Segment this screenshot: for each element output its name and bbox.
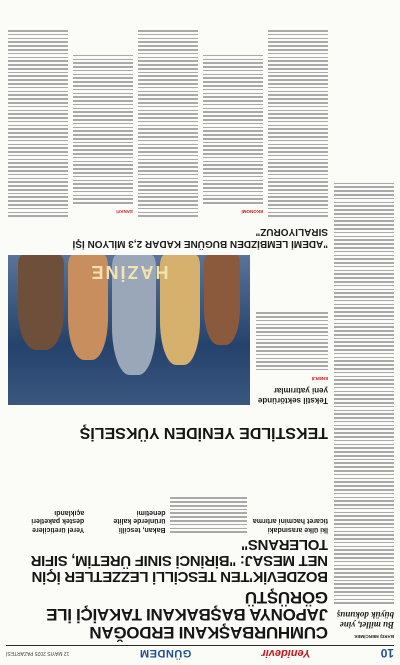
masthead bbox=[6, 645, 394, 661]
headline-primary: CUMHURBAŞKANI ERDOĞAN JAPONYA BAŞBAKANI TAKAİÇİ İLE GÖRÜŞTÜ bbox=[46, 588, 328, 642]
article-column bbox=[268, 10, 328, 217]
red-tag: ENERJİ bbox=[311, 376, 328, 381]
column-text bbox=[334, 183, 394, 604]
red-tag: EKONOMİ bbox=[241, 209, 263, 214]
article-column bbox=[73, 10, 133, 217]
main-headline bbox=[8, 537, 328, 642]
section-label: GÜNDEM bbox=[139, 647, 192, 660]
article-body bbox=[8, 10, 328, 217]
quote-headline: "ADEMİ LEMBİZDEN BUGÜNE KADAR 2,3 MİLYON İŞİ SIRALIYORUZ" bbox=[72, 226, 328, 249]
page-number: 10 bbox=[380, 646, 394, 661]
brand-logo: Yenidevir bbox=[261, 647, 311, 660]
article-column bbox=[138, 10, 198, 217]
issue-date: 12 MAYIS 2025 PAZARTESİ bbox=[6, 650, 70, 657]
column-kicker: Bu millet, yine büyük dokunuş bbox=[336, 610, 394, 630]
article-text bbox=[171, 463, 247, 533]
article-text bbox=[256, 312, 328, 370]
lead-summaries bbox=[8, 463, 328, 533]
article-column bbox=[8, 10, 68, 217]
article-column bbox=[203, 10, 263, 217]
lead-summary: Yerel üreticilere destek paketleri açıklandı bbox=[31, 509, 85, 533]
lead-summary: Bakan, tescilli ürünlerde kalite denetimi bbox=[113, 509, 166, 533]
headline-secondary: BOZDEVİK'TEN TESCİLLİ LEZZETLER İÇİN NET MESAJ: "BİRİNCİ SINIF ÜRETİM, SIFIR TOLERANS" bbox=[30, 536, 328, 586]
photo-headline bbox=[256, 312, 328, 405]
red-tag: SANAYİ bbox=[116, 209, 133, 214]
feature-photo bbox=[8, 255, 250, 405]
left-column bbox=[334, 8, 394, 639]
photo-headline-text: Tekstil sektöründe yeni yatırımlar bbox=[257, 386, 328, 405]
section-headline: TEKSTİLDE YENİDEN YÜKSELİŞ bbox=[79, 424, 328, 441]
photo-title: HAZİNE bbox=[89, 262, 169, 282]
byline: BARIŞ MERCİMEK bbox=[354, 634, 394, 639]
lead-summary: İki ülke arasındaki ticaret hacmini artırma bbox=[252, 517, 328, 533]
